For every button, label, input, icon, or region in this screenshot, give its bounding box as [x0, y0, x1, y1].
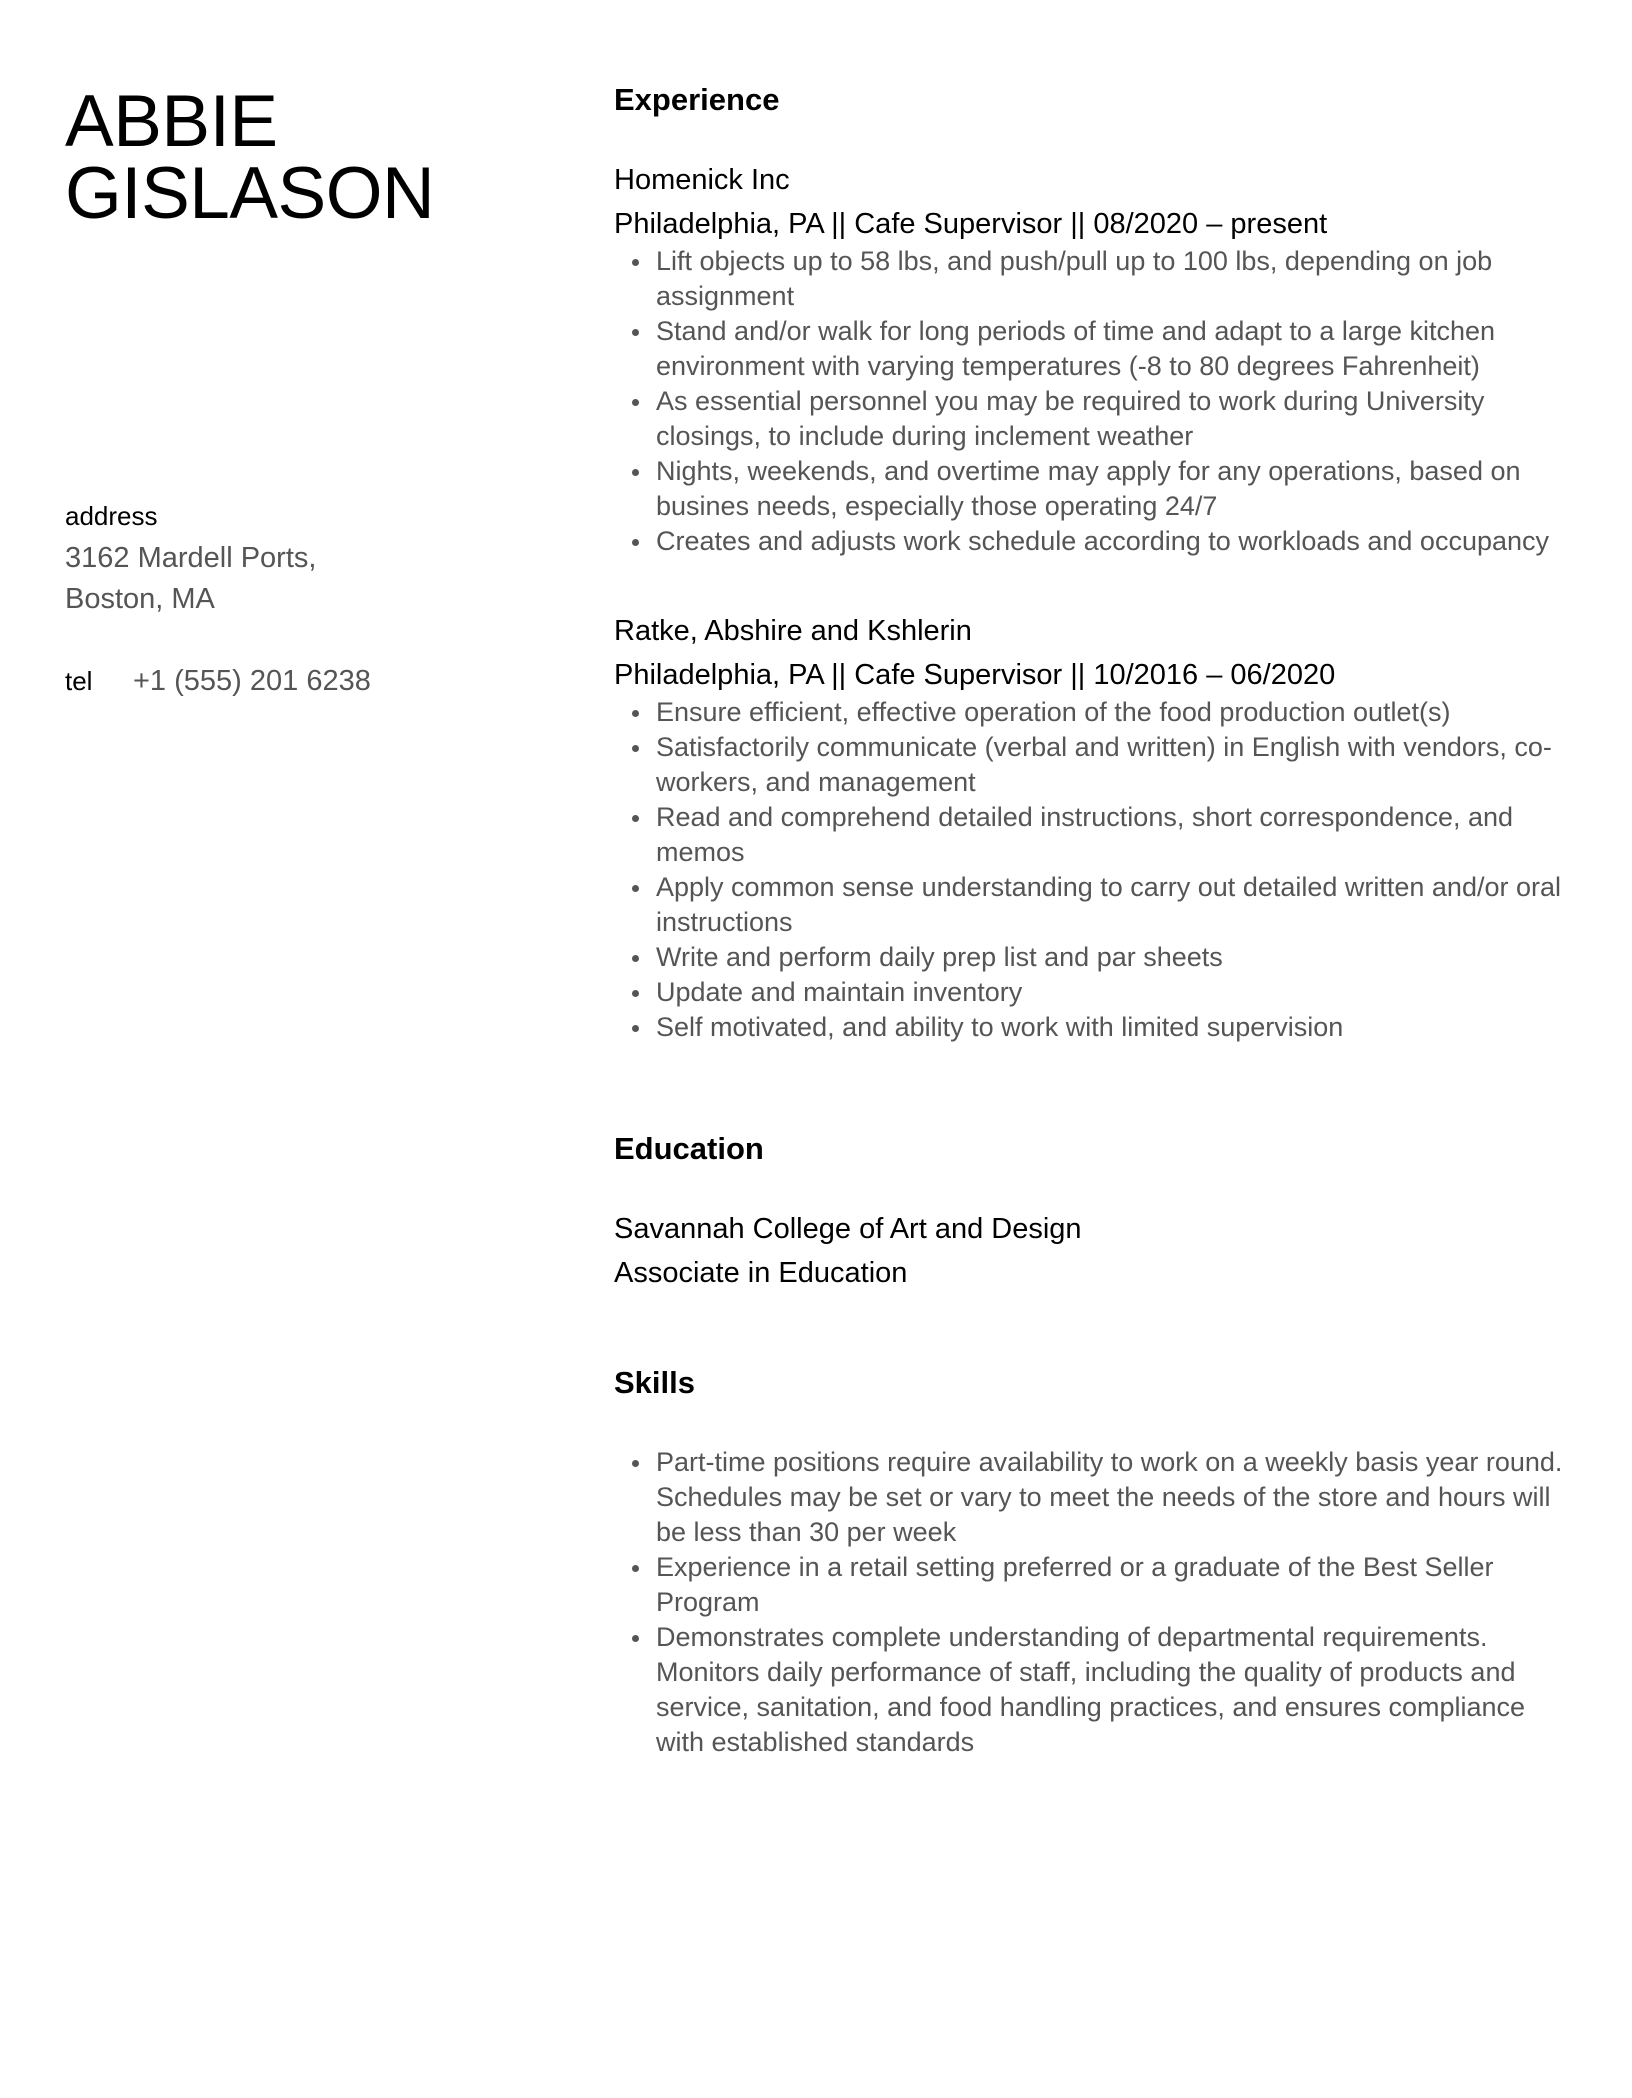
job-bullets: [614, 244, 1574, 559]
list-item: Write and perform daily prep list and par sheets: [614, 940, 1574, 975]
list-item: Update and maintain inventory: [614, 975, 1574, 1010]
job-entry: [614, 160, 1574, 559]
list-item: Ensure efficient, effective operation of the food production outlet(s): [614, 695, 1574, 730]
address-line-2: Boston, MA: [65, 583, 215, 615]
address-label: address: [65, 501, 158, 531]
education-section: [614, 1129, 1574, 1293]
list-item: Satisfactorily communicate (verbal and written) in English with vendors, co-workers, and management: [614, 730, 1574, 800]
experience-heading: Experience: [614, 82, 780, 117]
list-item: Nights, weekends, and overtime may apply for any operations, based on busines needs, especially those operating 24/7: [614, 454, 1574, 524]
list-item: Demonstrates complete understanding of departmental requirements. Monitors daily performance of staff, including the quality of products and service, sanitation, and food handling practices, and ensures compliance with established standards: [614, 1620, 1574, 1760]
degree: Associate in Education: [614, 1257, 908, 1289]
main-content: [614, 80, 1574, 1760]
job-entry: [614, 611, 1574, 1045]
list-item: Stand and/or walk for long periods of time and adapt to a large kitchen environment with varying temperatures (-8 to 80 degrees Fahrenheit): [614, 314, 1574, 384]
first-name: ABBIE: [65, 81, 278, 162]
job-meta: Philadelphia, PA || Cafe Supervisor || 08/2020 – present: [614, 208, 1328, 240]
job-bullets: [614, 695, 1574, 1045]
list-item: Read and comprehend detailed instructions, short correspondence, and memos: [614, 800, 1574, 870]
tel-label: tel: [65, 666, 93, 696]
school-name: Savannah College of Art and Design: [614, 1213, 1082, 1245]
education-heading: Education: [614, 1131, 764, 1166]
last-name: GISLASON: [65, 153, 435, 234]
address-line-1: 3162 Mardell Ports,: [65, 542, 317, 574]
job-meta: Philadelphia, PA || Cafe Supervisor || 10/2016 – 06/2020: [614, 659, 1336, 691]
list-item: Experience in a retail setting preferred or a graduate of the Best Seller Program: [614, 1550, 1574, 1620]
list-item: Lift objects up to 58 lbs, and push/pull up to 100 lbs, depending on job assignment: [614, 244, 1574, 314]
skills-bullets: [614, 1445, 1574, 1760]
skills-section: [614, 1363, 1574, 1760]
list-item: Apply common sense understanding to carry out detailed written and/or oral instructions: [614, 870, 1574, 940]
skills-heading: Skills: [614, 1365, 695, 1400]
tel-value: +1 (555) 201 6238: [133, 665, 371, 697]
list-item: Creates and adjusts work schedule according to workloads and occupancy: [614, 524, 1574, 559]
job-company: Ratke, Abshire and Kshlerin: [614, 615, 972, 647]
list-item: Part-time positions require availability to work on a weekly basis year round. Schedules may be set or vary to meet the needs of the store and hours will be less than 30 per week: [614, 1445, 1574, 1550]
address-block: [65, 498, 545, 620]
list-item: Self motivated, and ability to work with limited supervision: [614, 1010, 1574, 1045]
job-company: Homenick Inc: [614, 164, 790, 196]
experience-section: [614, 80, 1574, 1045]
resume-name: [65, 81, 545, 234]
tel-block: [65, 665, 545, 698]
list-item: As essential personnel you may be required to work during University closings, to include during inclement weather: [614, 384, 1574, 454]
